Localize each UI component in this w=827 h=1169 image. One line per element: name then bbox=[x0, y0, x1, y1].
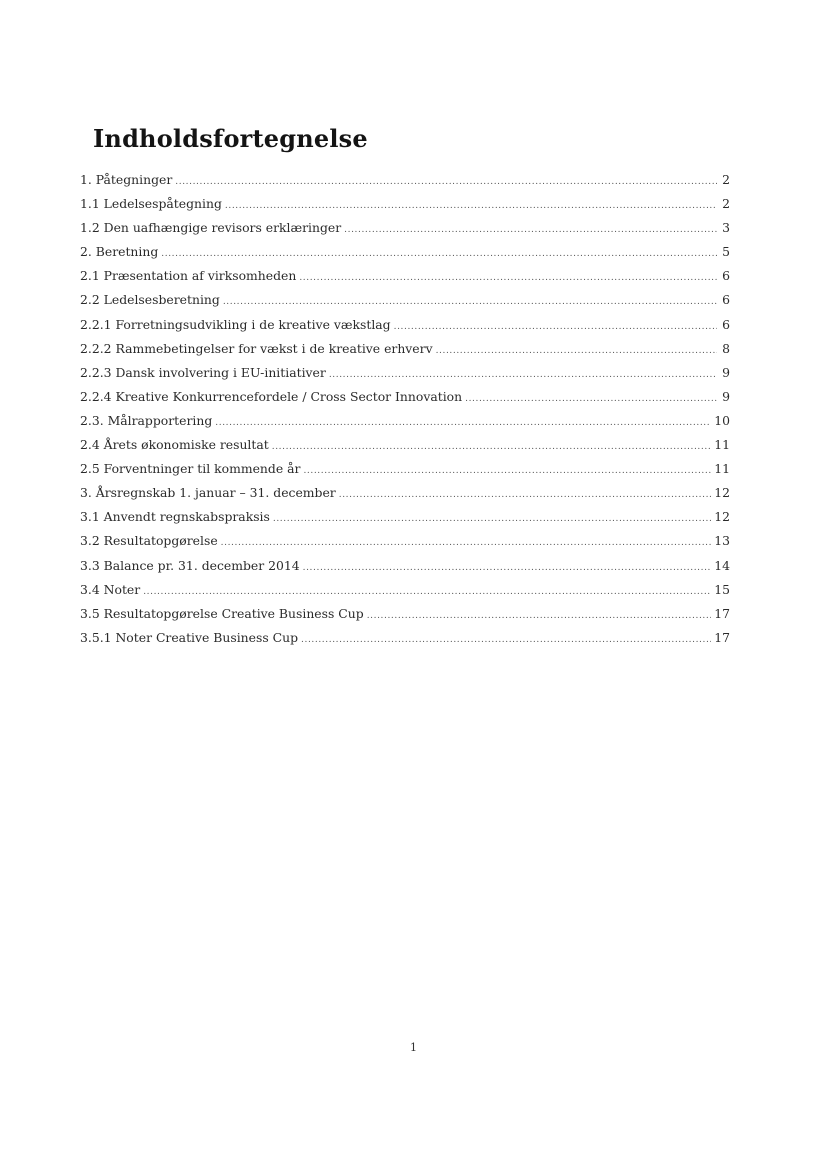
toc-leader-dots bbox=[272, 442, 711, 452]
toc-entry-label: 2.2.4 Kreative Konkurrencefordele / Cross Sector Innovation bbox=[80, 388, 463, 404]
table-of-contents bbox=[80, 172, 730, 654]
toc-leader-dots bbox=[273, 514, 711, 524]
toc-leader-dots bbox=[225, 201, 717, 211]
toc-entry-page: 14 bbox=[714, 557, 730, 573]
toc-entry-page: 2 bbox=[722, 172, 730, 187]
toc-entry-label: 2.5 Forventninger til kommende år bbox=[80, 461, 301, 477]
toc-entry-label: 1.1 Ledelsespåtegning bbox=[80, 196, 222, 212]
toc-entry-page: 17 bbox=[714, 605, 730, 621]
toc-leader-dots bbox=[299, 273, 717, 283]
toc-entry-page: 12 bbox=[714, 485, 730, 501]
page-title: Indholdsfortegnelse bbox=[93, 124, 368, 153]
toc-entry-page: 15 bbox=[714, 581, 730, 597]
toc-entry-page: 6 bbox=[722, 316, 730, 332]
toc-entry[interactable] bbox=[80, 220, 730, 244]
toc-entry-page: 10 bbox=[714, 412, 730, 428]
toc-leader-dots bbox=[394, 322, 717, 332]
toc-leader-dots bbox=[344, 225, 717, 235]
toc-entry-label: 3.2 Resultatopgørelse bbox=[80, 533, 218, 549]
toc-entry-label: 2.1 Præsentation af virksomheden bbox=[80, 268, 297, 284]
toc-leader-dots bbox=[175, 177, 717, 187]
toc-leader-dots bbox=[221, 538, 712, 548]
toc-entry-page: 11 bbox=[714, 461, 730, 477]
toc-entry-label: 3.3 Balance pr. 31. december 2014 bbox=[80, 557, 300, 573]
toc-entry-label: 3. Årsregnskab 1. januar – 31. december bbox=[80, 485, 336, 501]
toc-entry-page: 8 bbox=[722, 340, 730, 356]
toc-entry[interactable] bbox=[80, 172, 730, 196]
toc-entry-page: 12 bbox=[714, 509, 730, 525]
toc-entry-label: 2.2.1 Forretningsudvikling i de kreative vækstlag bbox=[80, 316, 391, 332]
toc-entry-label: 2.2.3 Dansk involvering i EU-initiativer bbox=[80, 364, 326, 380]
toc-leader-dots bbox=[339, 490, 711, 500]
page-number: 1 bbox=[410, 1041, 417, 1054]
toc-entry[interactable] bbox=[80, 413, 730, 437]
toc-entry-page: 6 bbox=[722, 292, 730, 308]
toc-leader-dots bbox=[223, 297, 717, 307]
toc-entry[interactable] bbox=[80, 244, 730, 268]
toc-entry-page: 6 bbox=[722, 268, 730, 284]
toc-entry[interactable] bbox=[80, 437, 730, 461]
toc-entry-label: 2.2 Ledelsesberetning bbox=[80, 292, 220, 308]
toc-leader-dots bbox=[303, 563, 712, 573]
toc-entry-label: 2.2.2 Rammebetingelser for vækst i de kreative erhverv bbox=[80, 340, 433, 356]
toc-entry[interactable] bbox=[80, 630, 730, 654]
toc-entry-page: 3 bbox=[722, 220, 730, 236]
toc-entry[interactable] bbox=[80, 341, 730, 365]
toc-entry[interactable] bbox=[80, 533, 730, 557]
toc-entry-label: 3.5.1 Noter Creative Business Cup bbox=[80, 629, 299, 645]
toc-leader-dots bbox=[301, 635, 711, 645]
toc-leader-dots bbox=[303, 466, 711, 476]
toc-entry[interactable] bbox=[80, 461, 730, 485]
toc-leader-dots bbox=[215, 418, 711, 428]
toc-entry-page: 11 bbox=[714, 437, 730, 453]
toc-entry[interactable] bbox=[80, 509, 730, 533]
toc-entry[interactable] bbox=[80, 558, 730, 582]
toc-entry-label: 1. Påtegninger bbox=[80, 172, 173, 187]
toc-entry[interactable] bbox=[80, 485, 730, 509]
toc-entry[interactable] bbox=[80, 292, 730, 316]
toc-entry[interactable] bbox=[80, 196, 730, 220]
toc-entry-page: 17 bbox=[714, 629, 730, 645]
toc-leader-dots bbox=[465, 394, 717, 404]
toc-entry[interactable] bbox=[80, 582, 730, 606]
toc-leader-dots bbox=[367, 611, 712, 621]
toc-entry-page: 9 bbox=[722, 364, 730, 380]
toc-entry-label: 2. Beretning bbox=[80, 244, 159, 260]
toc-entry-label: 2.3. Målrapportering bbox=[80, 412, 213, 428]
toc-entry[interactable] bbox=[80, 317, 730, 341]
toc-leader-dots bbox=[436, 346, 717, 356]
toc-entry-page: 13 bbox=[714, 533, 730, 549]
toc-leader-dots bbox=[329, 370, 717, 380]
toc-entry-label: 3.1 Anvendt regnskabspraksis bbox=[80, 509, 270, 525]
toc-entry-label: 3.5 Resultatopgørelse Creative Business Cup bbox=[80, 605, 364, 621]
toc-entry-label: 1.2 Den uafhængige revisors erklæringer bbox=[80, 220, 342, 236]
toc-entry-page: 9 bbox=[722, 388, 730, 404]
toc-entry[interactable] bbox=[80, 365, 730, 389]
toc-entry-page: 2 bbox=[722, 196, 730, 212]
toc-leader-dots bbox=[143, 587, 711, 597]
toc-leader-dots bbox=[161, 249, 717, 259]
toc-entry[interactable] bbox=[80, 389, 730, 413]
toc-entry-label: 2.4 Årets økonomiske resultat bbox=[80, 437, 269, 453]
toc-entry-label: 3.4 Noter bbox=[80, 581, 141, 597]
toc-entry-page: 5 bbox=[722, 244, 730, 260]
toc-entry[interactable] bbox=[80, 268, 730, 292]
toc-entry[interactable] bbox=[80, 606, 730, 630]
